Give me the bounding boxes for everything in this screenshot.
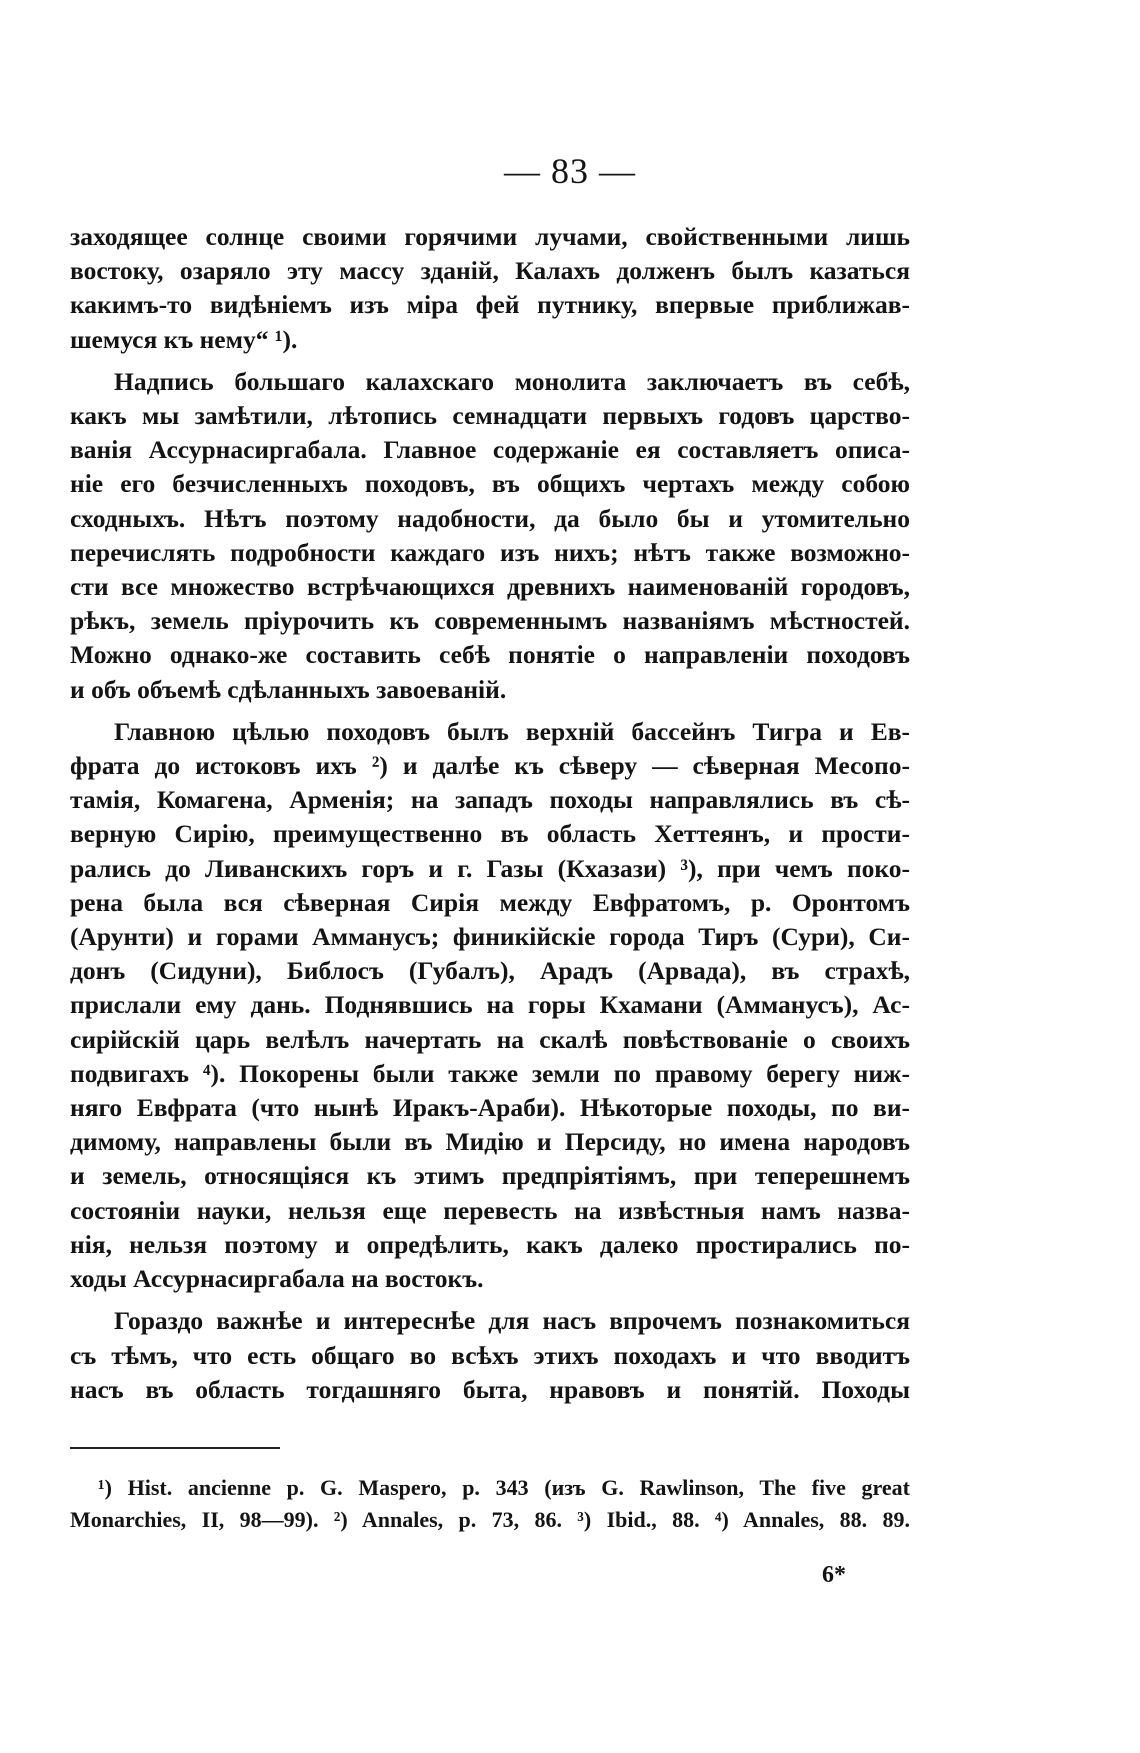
text-line: нія, нельзя поэтому и опредѣлить, какъ далеко простирались по-: [70, 1229, 910, 1259]
text-line: сходныхъ. Нѣтъ поэтому надобности, да было бы и утомительно: [70, 503, 910, 533]
text-line: Главною цѣлью походовъ былъ верхній бассейнъ Тигра и Ев-: [114, 716, 910, 746]
text-line: востоку, озаряло эту массу зданій, Калахъ долженъ былъ казаться: [70, 256, 910, 286]
signature-mark: 6*: [822, 1562, 846, 1588]
paragraph-3: [70, 715, 910, 1296]
text-line: тамія, Комагена, Арменія; на западъ походы направлялись въ сѣ-: [70, 785, 910, 815]
page-number: — 83 —: [504, 151, 636, 191]
text-line: (Арунти) и горами Амманусъ; финикійскіе города Тиръ (Сури), Си-: [70, 922, 910, 952]
paragraph-1: [70, 220, 910, 357]
text-line: Можно однако-же составить себѣ понятіе о направленіи походовъ: [70, 640, 910, 670]
footnote-separator: [70, 1447, 280, 1449]
text-line: верную Сирію, преимущественно въ область Хеттеянъ, и прости-: [70, 819, 910, 849]
footnote-line: ¹) Hist. ancienne p. G. Maspero, p. 343 (изъ G. Rawlinson, The five great: [98, 1475, 910, 1500]
text-line: какъ мы замѣтили, лѣтопись семнадцати первыхъ годовъ царство-: [70, 401, 910, 431]
text-line: Надпись большаго калахскаго монолита заключаетъ въ себѣ,: [114, 366, 910, 396]
text-line: сти все множество встрѣчающихся древнихъ наименованій городовъ,: [70, 572, 910, 602]
text-line: состояніи науки, нельзя еще перевесть на извѣстныя намъ назва-: [70, 1195, 910, 1225]
text-line: димому, направлены были въ Мидію и Персиду, но имена народовъ: [70, 1127, 910, 1157]
text-line: сирійскій царь велѣлъ начертать на скалѣ повѣствованіе о своихъ: [70, 1024, 910, 1054]
text-line: и объ объемѣ сдѣланныхъ завоеваній.: [70, 674, 507, 704]
main-text: [70, 220, 910, 1415]
text-line: фрата до истоковъ ихъ ²) и далѣе къ сѣверу — сѣверная Месопо-: [70, 751, 910, 781]
text-line: рались до Ливанскихъ горъ и г. Газы (Кхазази) ³), при чемъ поко-: [70, 853, 910, 883]
paragraph-2: [70, 365, 910, 707]
text-line: шемуся къ нему“ ¹).: [70, 324, 298, 354]
text-line: рѣкъ, земель пріурочить къ современнымъ названіямъ мѣстностей.: [70, 606, 910, 636]
text-line: какимъ-то видѣніемъ изъ міра фей путнику, впервые приближав-: [70, 290, 910, 320]
text-line: ванія Ассурнасиргабала. Главное содержаніе ея составляетъ описа-: [70, 435, 910, 465]
text-line: подвигахъ ⁴). Покорены были также земли по правому берегу ниж-: [70, 1058, 910, 1088]
text-line: ніе его безчисленныхъ походовъ, въ общихъ чертахъ между собою: [70, 469, 910, 499]
paragraph-4: [70, 1304, 910, 1407]
text-line: донъ (Сидуни), Библосъ (Губалъ), Арадъ (Арвада), въ страхѣ,: [70, 956, 910, 986]
text-line: няго Евфрата (что нынѣ Иракъ-Араби). Нѣкоторые походы, по ви-: [70, 1093, 910, 1123]
text-line: насъ въ область тогдашняго быта, нравовъ и понятій. Походы: [70, 1374, 910, 1404]
text-line: и земель, относящіяся къ этимъ предпріятіямъ, при теперешнемъ: [70, 1161, 910, 1191]
footnotes: [70, 1472, 910, 1536]
text-line: заходящее солнце своими горячими лучами, свойственными лишь: [70, 222, 910, 251]
footnote-line: Monarchies, II, 98—99). ²) Annales, p. 73, 86. ³) Ibid., 88. ⁴) Annales, 88. 89.: [70, 1507, 910, 1532]
text-line: ходы Ассурнасиргабала на востокъ.: [70, 1264, 484, 1294]
text-line: перечислять подробности каждаго изъ нихъ; нѣтъ также возможно-: [70, 537, 910, 567]
text-line: рена была вся сѣверная Сирія между Евфратомъ, р. Оронтомъ: [70, 887, 910, 917]
text-line: Гораздо важнѣе и интереснѣе для насъ впрочемъ познакомиться: [114, 1306, 910, 1336]
text-line: прислали ему дань. Поднявшись на горы Кхамани (Амманусъ), Ас-: [70, 990, 910, 1020]
text-line: съ тѣмъ, что есть общаго во всѣхъ этихъ походахъ и что вводитъ: [70, 1340, 910, 1370]
